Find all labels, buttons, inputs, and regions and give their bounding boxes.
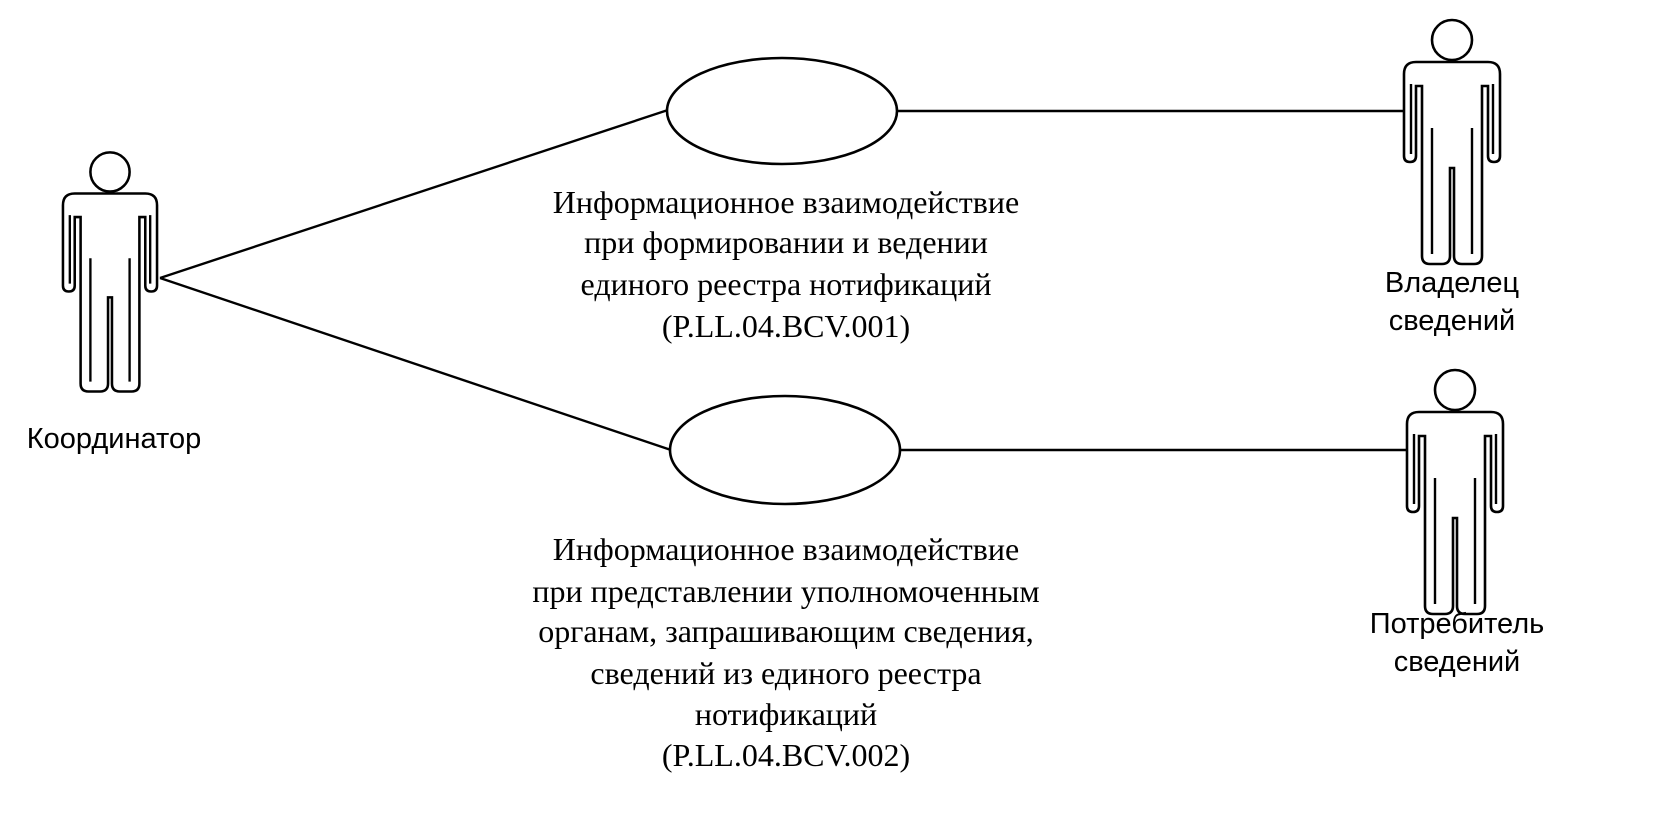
actor-consumer-label-line1: Потребитель bbox=[1369, 608, 1545, 640]
use-case-2-ellipse[interactable] bbox=[670, 396, 900, 504]
use-case-2-label-line3: органам, запрашивающим сведения, bbox=[538, 613, 1034, 649]
use-case-2-label-line4: сведений из единого реестра bbox=[590, 655, 982, 691]
use-case-2-label-line2: при представлении уполномоченным bbox=[532, 573, 1040, 609]
use-case-2-label-line1: Информационное взаимодействие bbox=[552, 531, 1020, 567]
actor-owner-icon[interactable] bbox=[1404, 20, 1500, 264]
use-case-1-code: (P.LL.04.BCV.001) bbox=[661, 308, 911, 344]
actor-owner-label-line2: сведений bbox=[1388, 305, 1516, 337]
use-case-1-ellipse[interactable] bbox=[667, 58, 897, 164]
actor-consumer-label-line2: сведений bbox=[1393, 646, 1521, 678]
actor-consumer-icon[interactable] bbox=[1407, 370, 1503, 614]
association-coordinator-uc2 bbox=[160, 278, 671, 450]
use-case-1-label-line1: Информационное взаимодействие bbox=[552, 184, 1020, 220]
use-case-1-label-line3: единого реестра нотификаций bbox=[580, 266, 992, 302]
actor-coordinator-label: Координатор bbox=[26, 423, 202, 455]
use-case-2-label-line5: нотификаций bbox=[694, 696, 878, 732]
use-case-2-code: (P.LL.04.BCV.002) bbox=[661, 737, 911, 773]
actor-owner-label-line1: Владелец bbox=[1384, 267, 1520, 299]
use-case-1-label-line2: при формировании и ведении bbox=[584, 224, 988, 260]
actor-coordinator-icon[interactable] bbox=[63, 152, 157, 391]
